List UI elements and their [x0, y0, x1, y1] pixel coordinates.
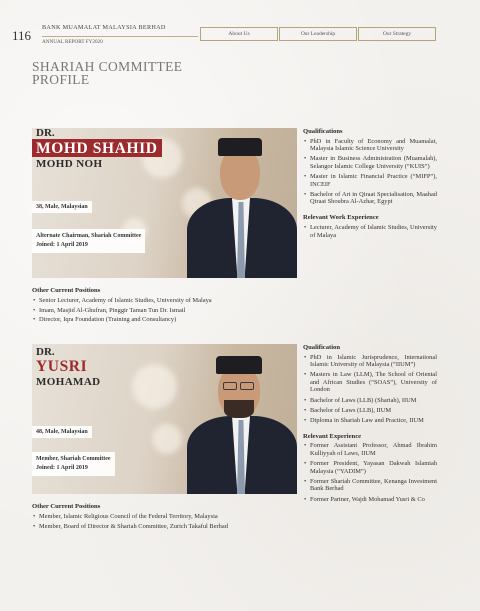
qualifications-heading: Qualifications [303, 128, 343, 135]
bank-name: BANK MUAMALAT MALAYSIA BERHAD [42, 24, 166, 31]
experience-heading: Relevant Work Experience [303, 214, 379, 222]
list-item: • Former Assistant Professor, Ahmad Ibrahim Kulliyyah of Laws, IIUM [303, 442, 437, 457]
profile-name-yusri [36, 347, 101, 388]
section-title-line-1: SHARIAH COMMITTEE [32, 59, 183, 74]
list-item: • Diploma in Shariah Law and Practice, IIUM [303, 417, 437, 425]
other-positions-heading: Other Current Positions [32, 287, 101, 294]
profile-role-box [32, 229, 145, 253]
experience-list [303, 442, 437, 503]
nav-about-us-button[interactable]: About Us [200, 27, 278, 41]
profile-info-tag: 48, Male, Malaysian [32, 426, 92, 438]
list-item: • Bachelor of Art in Qiraat Specialisation, Maahad Qiraat Shoubra Al-Azhar, Egypt [303, 191, 437, 206]
profile-title: DR. [36, 127, 55, 139]
portrait-figure [182, 344, 297, 494]
list-item: • Former Shariah Committee, Kenanga Investment Bank Berhad [303, 478, 437, 493]
profile-role: Alternate Chairman, Shariah Committee [36, 233, 142, 239]
list-item: • Bachelor of Laws (LLB) (Shariah), IIUM [303, 397, 437, 405]
nav-our-leadership-button[interactable]: Our Leadership [279, 27, 357, 41]
list-item: • Senior Lecturer, Academy of Islamic Studies, University of Malaya [32, 297, 297, 305]
list-item: • Imam, Masjid Al-Ghufran, Pinggir Taman Tun Dr. Ismail [32, 307, 297, 315]
other-positions-list [32, 513, 297, 531]
list-item: • Former Partner, Wajdi Mohamad Yusri & Co [303, 496, 437, 504]
profile-name-mohd-shahid [36, 128, 162, 170]
page-number: 116 [12, 28, 32, 43]
other-positions-yusri [32, 503, 297, 532]
list-item: • Master in Business Administration (Muamalah), Selangor Islamic College University (“KUIS”) [303, 155, 437, 170]
list-item: • Director, Iqra Foundation (Training and Consultancy) [32, 316, 297, 324]
section-title-line-2: PROFILE [32, 71, 90, 87]
profile-title: DR. [36, 346, 55, 358]
section-title [32, 61, 232, 86]
profile-joined: Joined: 1 April 2019 [36, 242, 88, 248]
profile-given-name: MOHAMAD [36, 376, 101, 388]
profile-surname: YUSRI [36, 358, 88, 375]
list-item: • Former President, Yayasan Dakwah Islamiah Malaysia (“YADIM”) [303, 460, 437, 475]
profile-details-mohd-shahid [303, 128, 437, 242]
nav-our-strategy-button[interactable]: Our Strategy [358, 27, 436, 41]
portrait-figure [182, 128, 297, 278]
list-item: • PhD in Islamic Jurisprudence, International Islamic University of Malaysia (“IIUM”) [303, 354, 437, 369]
experience-heading: Relevant Experience [303, 432, 362, 440]
other-positions-heading: Other Current Positions [32, 503, 101, 510]
qualifications-heading: Qualification [303, 344, 340, 351]
other-positions-list [32, 297, 297, 324]
profile-surname: MOHD SHAHID [32, 139, 162, 157]
list-item: • Member, Islamic Religious Council of the Federal Territory, Malaysia [32, 513, 297, 521]
profile-role-box [32, 452, 115, 476]
list-item: • PhD in Faculty of Economy and Muamalat, Malaysia Islamic Science University [303, 138, 437, 153]
profile-info-tag: 38, Male, Malaysian [32, 201, 92, 213]
list-item: • Bachelor of Laws (LLB), IIUM [303, 407, 437, 415]
experience-list [303, 224, 437, 239]
header-divider [42, 36, 198, 37]
qualifications-list [303, 138, 437, 206]
profile-role: Member, Shariah Committee [36, 456, 111, 462]
list-item: • Master in Islamic Financial Practice (“MIFP”), INCEIF [303, 173, 437, 188]
list-item: • Lecturer, Academy of Islamic Studies, University of Malaya [303, 224, 437, 239]
list-item: • Masters in Law (LLM), The School of Oriental and African Studies (“SOAS”), University of London [303, 371, 437, 394]
profile-details-yusri [303, 344, 437, 506]
profile-joined: Joined: 1 April 2019 [36, 465, 88, 471]
list-item: • Member, Board of Director & Shariah Committee, Zurich Takaful Berhad [32, 523, 297, 531]
profile-given-name: MOHD NOH [36, 158, 103, 170]
other-positions-mohd-shahid [32, 287, 297, 326]
report-name: ANNUAL REPORT FY2020 [42, 39, 103, 45]
qualifications-list [303, 354, 437, 425]
